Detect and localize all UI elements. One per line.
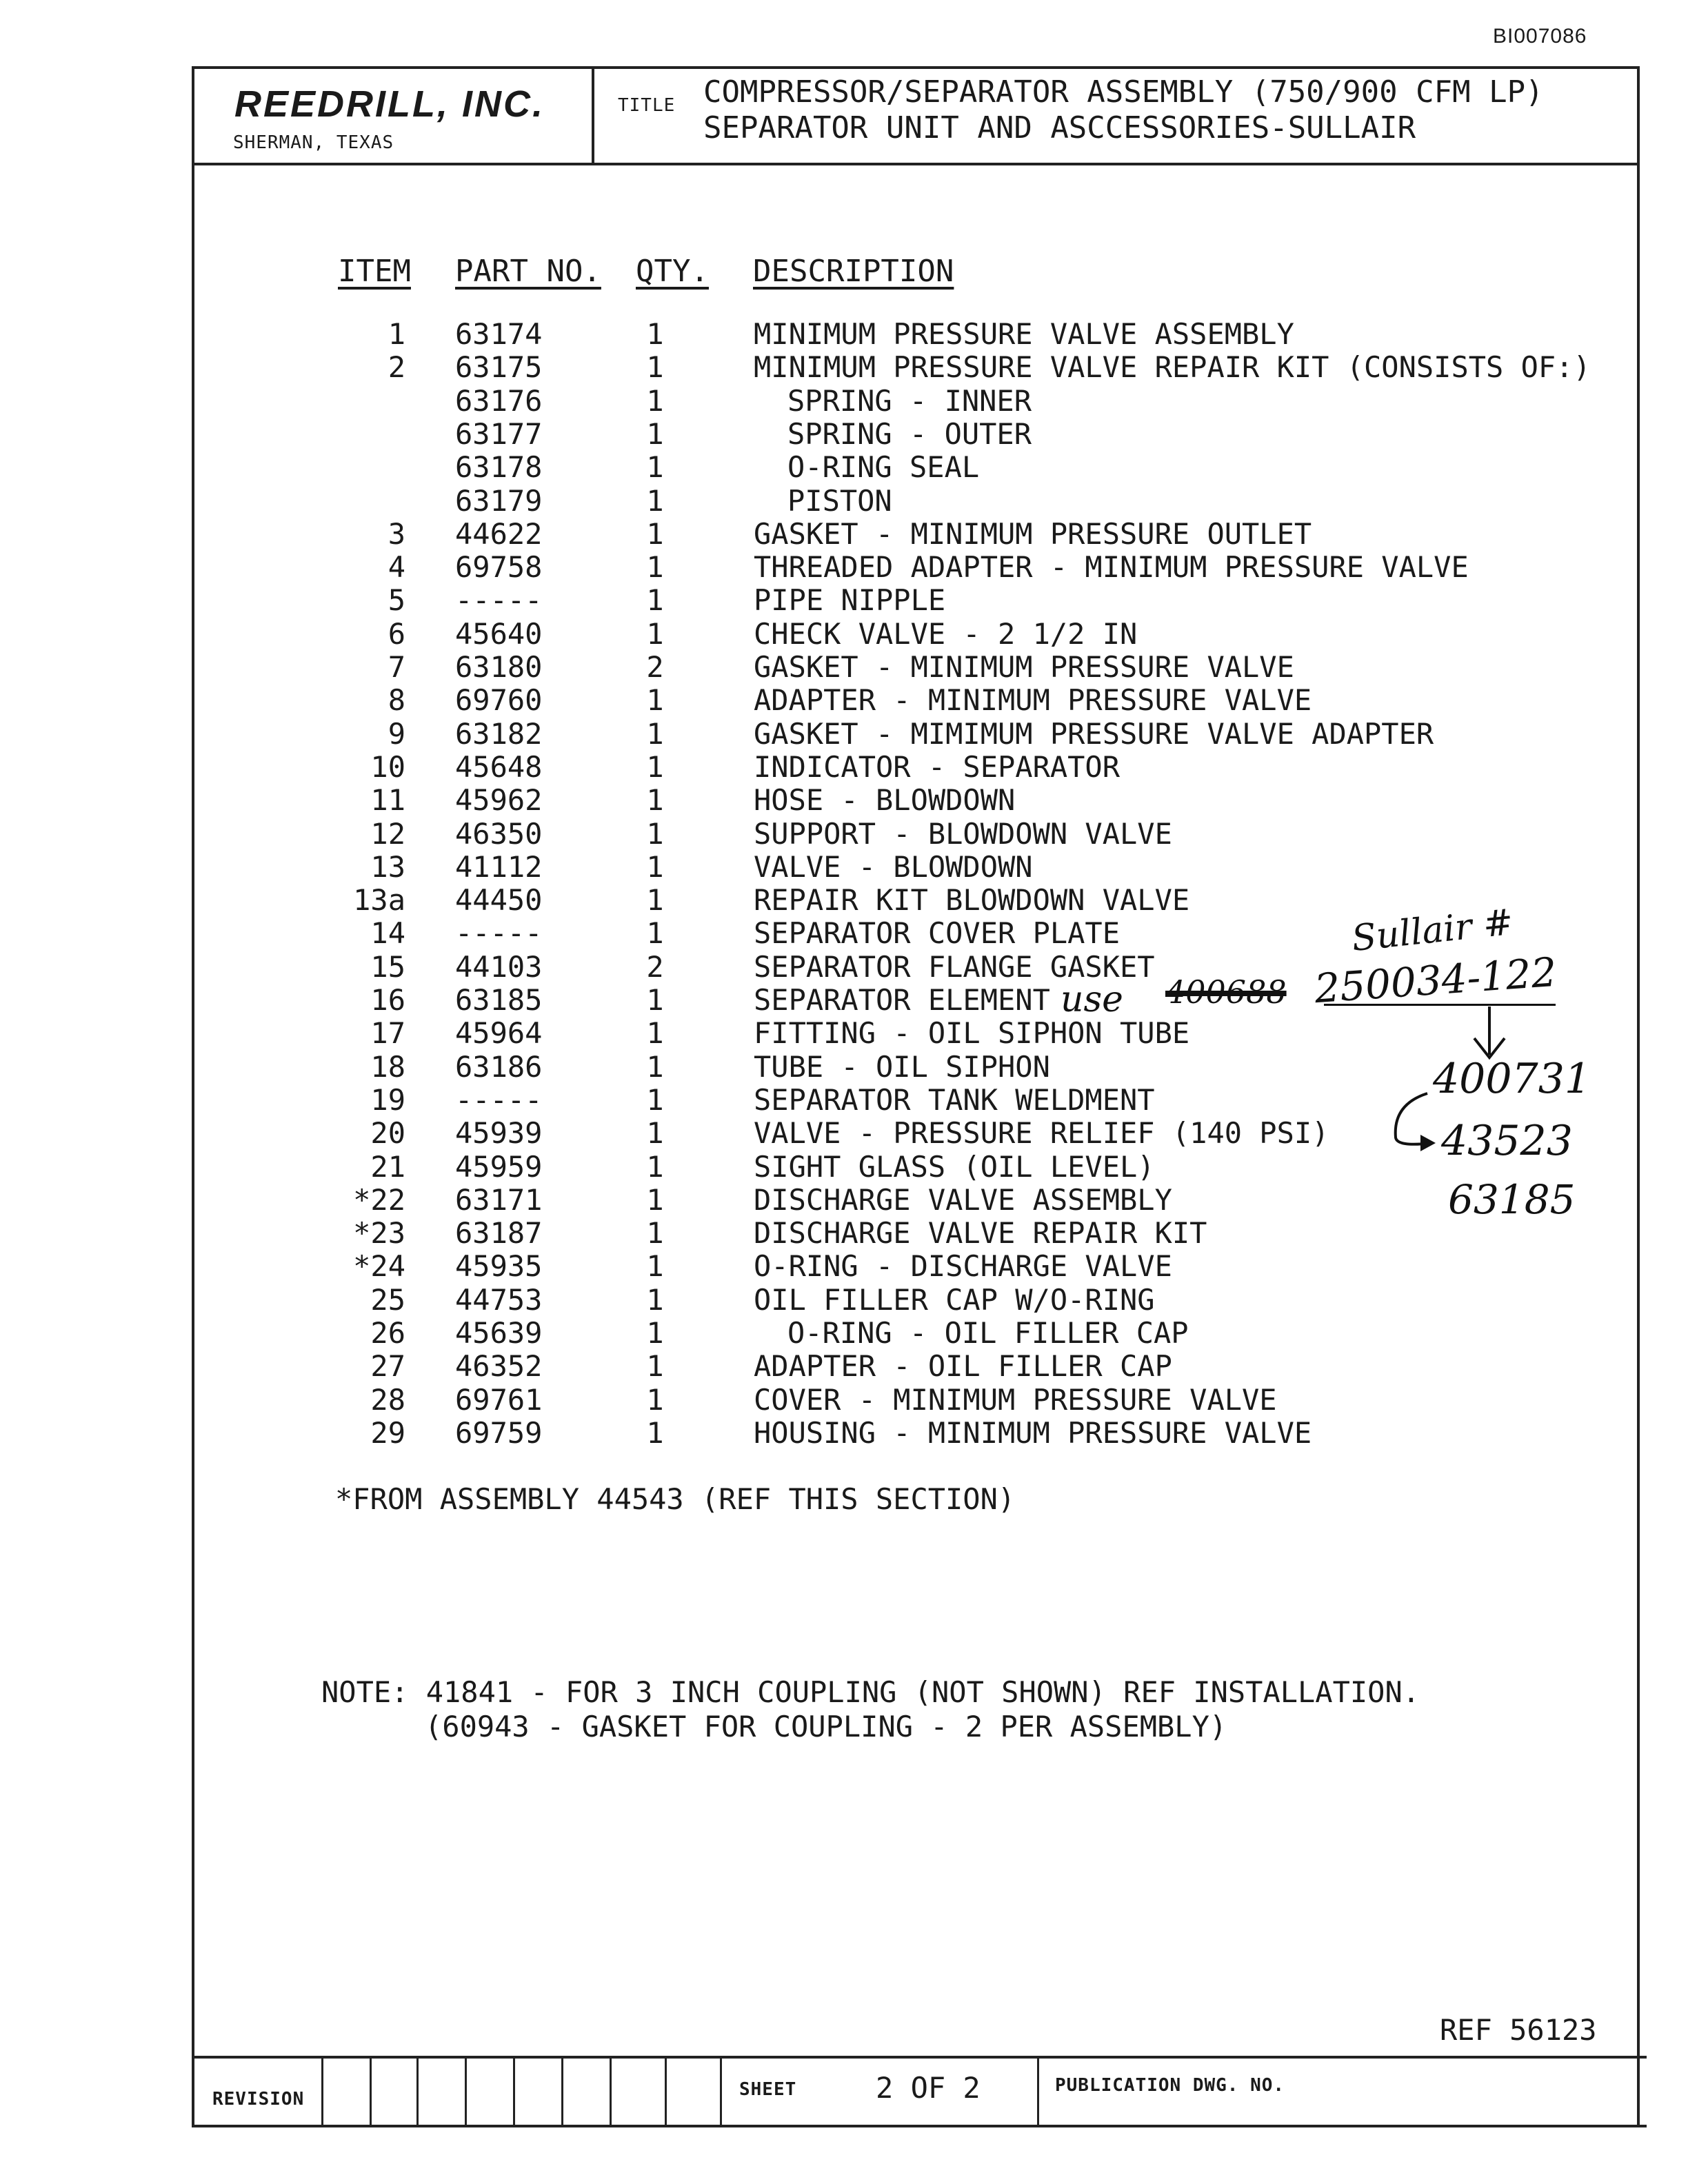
item-number: 6 [388, 616, 405, 651]
part-number: 69759 [455, 1415, 543, 1450]
quantity: 1 [646, 1316, 664, 1350]
quantity: 1 [646, 716, 664, 751]
item-number: 14 [370, 916, 405, 951]
description: SEPARATOR COVER PLATE [754, 916, 1121, 951]
quantity: 1 [646, 1415, 664, 1450]
description: INDICATOR - SEPARATOR [754, 749, 1121, 784]
quantity: 1 [646, 749, 664, 784]
table-row [0, 550, 1688, 583]
column-header-qty: QTY. [636, 254, 709, 289]
quantity: 1 [646, 416, 664, 451]
part-number: 63177 [455, 416, 543, 451]
item-number: 27 [370, 1349, 405, 1384]
item-number: 2 [388, 350, 405, 385]
company-name: REEDRILL, INC. [234, 83, 545, 125]
part-number: 45964 [455, 1016, 543, 1051]
item-number: 5 [388, 583, 405, 618]
part-number: ----- [455, 916, 543, 951]
part-number: 44103 [455, 949, 543, 984]
quantity: 2 [646, 650, 664, 684]
description: DISCHARGE VALVE ASSEMBLY [754, 1182, 1172, 1217]
quantity: 1 [646, 483, 664, 518]
description: THREADED ADAPTER - MINIMUM PRESSURE VALVE [754, 550, 1469, 585]
quantity: 1 [646, 450, 664, 485]
part-number: 44622 [455, 516, 543, 551]
description: SEPARATOR TANK WELDMENT [754, 1082, 1155, 1117]
quantity: 1 [646, 1149, 664, 1184]
part-number: 45962 [455, 783, 543, 818]
description: VALVE - PRESSURE RELIEF (140 PSI) [754, 1116, 1329, 1151]
part-number: 41112 [455, 849, 543, 884]
reference-number: REF 56123 [1440, 2013, 1597, 2047]
footnote: *FROM ASSEMBLY 44543 (REF THIS SECTION) [335, 1482, 1016, 1516]
description: HOSE - BLOWDOWN [754, 783, 1016, 818]
table-row [0, 683, 1688, 716]
item-number: 1 [388, 317, 405, 351]
description: O-RING - DISCHARGE VALVE [754, 1249, 1172, 1284]
part-number: 69761 [455, 1382, 543, 1417]
handwritten-use: use [1061, 979, 1123, 1020]
handwritten-underline [1324, 1004, 1556, 1006]
item-number: 8 [388, 683, 405, 718]
table-row [0, 1016, 1688, 1049]
quantity: 2 [646, 949, 664, 984]
revision-cell-divider [465, 2056, 467, 2125]
part-number: 63176 [455, 383, 543, 418]
item-number: 18 [370, 1049, 405, 1084]
table-row [0, 1249, 1688, 1282]
sheet-value: 2 OF 2 [876, 2071, 981, 2105]
table-row [0, 1283, 1688, 1316]
item-number: 12 [370, 816, 405, 851]
title-line-1: COMPRESSOR/SEPARATOR ASSEMBLY (750/900 CFM LP) [703, 74, 1544, 110]
title-label: TITLE [618, 95, 676, 116]
description: O-RING SEAL [787, 450, 980, 485]
item-number: 25 [370, 1282, 405, 1317]
table-row [0, 850, 1688, 883]
quantity: 1 [646, 916, 664, 951]
table-row [0, 1349, 1688, 1382]
part-number: 63182 [455, 716, 543, 751]
item-number: 20 [370, 1116, 405, 1151]
description: HOUSING - MINIMUM PRESSURE VALVE [754, 1415, 1312, 1450]
part-number: 63171 [455, 1182, 543, 1217]
table-row [0, 417, 1688, 450]
part-number: 44450 [455, 883, 543, 918]
description: OIL FILLER CAP W/O-RING [754, 1282, 1155, 1317]
table-row [0, 650, 1688, 683]
handwritten-struck-part: 400688 [1165, 973, 1287, 1011]
part-number: 45939 [455, 1116, 543, 1151]
note-line-2: (60943 - GASKET FOR COUPLING - 2 PER ASSEMBLY) [425, 1710, 1227, 1743]
description: GASKET - MINIMUM PRESSURE VALVE [754, 650, 1294, 684]
curved-arrow-icon [1386, 1091, 1448, 1166]
item-number: 21 [370, 1149, 405, 1184]
item-number: 29 [370, 1415, 405, 1450]
table-row [0, 583, 1688, 616]
table-row [0, 783, 1688, 816]
note-line-1: NOTE: 41841 - FOR 3 INCH COUPLING (NOT SHOWN) REF INSTALLATION. [321, 1675, 1420, 1709]
description: ADAPTER - MINIMUM PRESSURE VALVE [754, 683, 1312, 718]
description: SIGHT GLASS (OIL LEVEL) [754, 1149, 1155, 1184]
item-number: 26 [370, 1316, 405, 1350]
quantity: 1 [646, 1282, 664, 1317]
table-row [0, 384, 1688, 417]
table-row [0, 517, 1688, 550]
description: ADAPTER - OIL FILLER CAP [754, 1349, 1172, 1384]
column-header-description: DESCRIPTION [753, 254, 954, 289]
column-header-part-no: PART NO. [455, 254, 601, 289]
description: TUBE - OIL SIPHON [754, 1049, 1050, 1084]
quantity: 1 [646, 616, 664, 651]
description: MINIMUM PRESSURE VALVE REPAIR KIT (CONSISTS OF:) [754, 350, 1591, 385]
table-row [0, 1316, 1688, 1349]
table-row [0, 317, 1688, 350]
publication-dwg-label: PUBLICATION DWG. NO. [1055, 2075, 1285, 2096]
table-row [0, 450, 1688, 483]
handwritten-part-63185: 63185 [1448, 1176, 1576, 1223]
description: GASKET - MINIMUM PRESSURE OUTLET [754, 516, 1312, 551]
quantity: 1 [646, 516, 664, 551]
description: MINIMUM PRESSURE VALVE ASSEMBLY [754, 317, 1294, 351]
item-number: 17 [370, 1016, 405, 1051]
item-number: 19 [370, 1082, 405, 1117]
handwritten-sullair-part: 250034-122 [1313, 948, 1558, 1013]
part-number: 63180 [455, 650, 543, 684]
header-divider [192, 163, 1640, 165]
item-number: 13 [370, 849, 405, 884]
table-row [0, 484, 1688, 517]
quantity: 1 [646, 1082, 664, 1117]
quantity: 1 [646, 983, 664, 1017]
quantity: 1 [646, 1249, 664, 1284]
item-number: 28 [370, 1382, 405, 1417]
item-number: 10 [370, 749, 405, 784]
item-number: *22 [353, 1182, 405, 1217]
item-number: *24 [353, 1249, 405, 1284]
table-row [0, 1216, 1688, 1249]
part-number: 44753 [455, 1282, 543, 1317]
revision-cell-divider [416, 2056, 419, 2125]
description: VALVE - BLOWDOWN [754, 849, 1033, 884]
item-number: 9 [388, 716, 405, 751]
part-number: 46350 [455, 816, 543, 851]
handwritten-part-400731: 400731 [1433, 1055, 1591, 1103]
quantity: 1 [646, 550, 664, 585]
item-number: 7 [388, 650, 405, 684]
publication-cell-divider [1037, 2056, 1039, 2125]
table-row [0, 750, 1688, 783]
handwritten-part-43523: 43523 [1441, 1117, 1573, 1165]
description: FITTING - OIL SIPHON TUBE [754, 1016, 1190, 1051]
item-number: 3 [388, 516, 405, 551]
quantity: 1 [646, 1349, 664, 1384]
item-number: 13a [353, 883, 405, 918]
part-number: 63178 [455, 450, 543, 485]
quantity: 1 [646, 583, 664, 618]
quantity: 1 [646, 350, 664, 385]
part-number: 45648 [455, 749, 543, 784]
sheet-cell-divider [720, 2056, 722, 2125]
description: SEPARATOR FLANGE GASKET [754, 949, 1155, 984]
quantity: 1 [646, 1216, 664, 1251]
quantity: 1 [646, 1182, 664, 1217]
revision-cell-divider [665, 2056, 667, 2125]
quantity: 1 [646, 883, 664, 918]
footer-bottom-line [192, 2125, 1647, 2127]
company-location: SHERMAN, TEXAS [233, 132, 394, 153]
revision-cell-divider [370, 2056, 372, 2125]
table-row [0, 1183, 1688, 1216]
description: SPRING - INNER [787, 383, 1032, 418]
part-number: 63187 [455, 1216, 543, 1251]
part-number: 69760 [455, 683, 543, 718]
table-row [0, 1383, 1688, 1416]
description: GASKET - MIMIMUM PRESSURE VALVE ADAPTER [754, 716, 1434, 751]
part-number: 45935 [455, 1249, 543, 1284]
quantity: 1 [646, 683, 664, 718]
description: PISTON [787, 483, 892, 518]
part-number: 46352 [455, 1349, 543, 1384]
quantity: 1 [646, 783, 664, 818]
part-number: ----- [455, 1082, 543, 1117]
item-number: 15 [370, 949, 405, 984]
part-number: 63179 [455, 483, 543, 518]
description: SPRING - OUTER [787, 416, 1032, 451]
footer-divider [192, 2056, 1647, 2059]
part-number: 63174 [455, 317, 543, 351]
table-row [0, 1416, 1688, 1449]
description: DISCHARGE VALVE REPAIR KIT [754, 1216, 1207, 1251]
revision-cell-divider [513, 2056, 515, 2125]
quantity: 1 [646, 816, 664, 851]
quantity: 1 [646, 849, 664, 884]
description: SUPPORT - BLOWDOWN VALVE [754, 816, 1172, 851]
part-number: 45639 [455, 1316, 543, 1350]
part-number: 45959 [455, 1149, 543, 1184]
quantity: 1 [646, 1016, 664, 1051]
part-number: 63186 [455, 1049, 543, 1084]
item-number: *23 [353, 1216, 405, 1251]
handwritten-sullair: Sullair # [1349, 901, 1516, 960]
part-number: 63175 [455, 350, 543, 385]
revision-label: REVISION [212, 2089, 305, 2110]
part-number: 45640 [455, 616, 543, 651]
description: PIPE NIPPLE [754, 583, 946, 618]
document-id: BI007086 [1493, 25, 1587, 48]
sheet-label: SHEET [739, 2079, 797, 2100]
item-number: 4 [388, 550, 405, 585]
revision-cell-divider [610, 2056, 612, 2125]
description: O-RING - OIL FILLER CAP [787, 1316, 1189, 1350]
down-arrow-icon [1469, 1007, 1510, 1062]
item-number: 16 [370, 983, 405, 1017]
table-row [0, 617, 1688, 650]
part-number: ----- [455, 583, 543, 618]
part-number: 69758 [455, 550, 543, 585]
description: REPAIR KIT BLOWDOWN VALVE [754, 883, 1190, 918]
column-header-item: ITEM [338, 254, 411, 289]
title-line-2: SEPARATOR UNIT AND ASCCESSORIES-SULLAIR [703, 110, 1416, 145]
revision-cell-divider [321, 2056, 323, 2125]
table-row [0, 817, 1688, 850]
part-number: 63185 [455, 983, 543, 1017]
quantity: 1 [646, 383, 664, 418]
revision-cell-divider [561, 2056, 563, 2125]
table-row [0, 350, 1688, 383]
quantity: 1 [646, 317, 664, 351]
quantity: 1 [646, 1049, 664, 1084]
quantity: 1 [646, 1382, 664, 1417]
description: SEPARATOR ELEMENT [754, 983, 1050, 1017]
description: CHECK VALVE - 2 1/2 IN [754, 616, 1138, 651]
header-vertical-divider [592, 66, 594, 163]
description: COVER - MINIMUM PRESSURE VALVE [754, 1382, 1277, 1417]
item-number: 11 [370, 783, 405, 818]
table-row [0, 717, 1688, 750]
quantity: 1 [646, 1116, 664, 1151]
